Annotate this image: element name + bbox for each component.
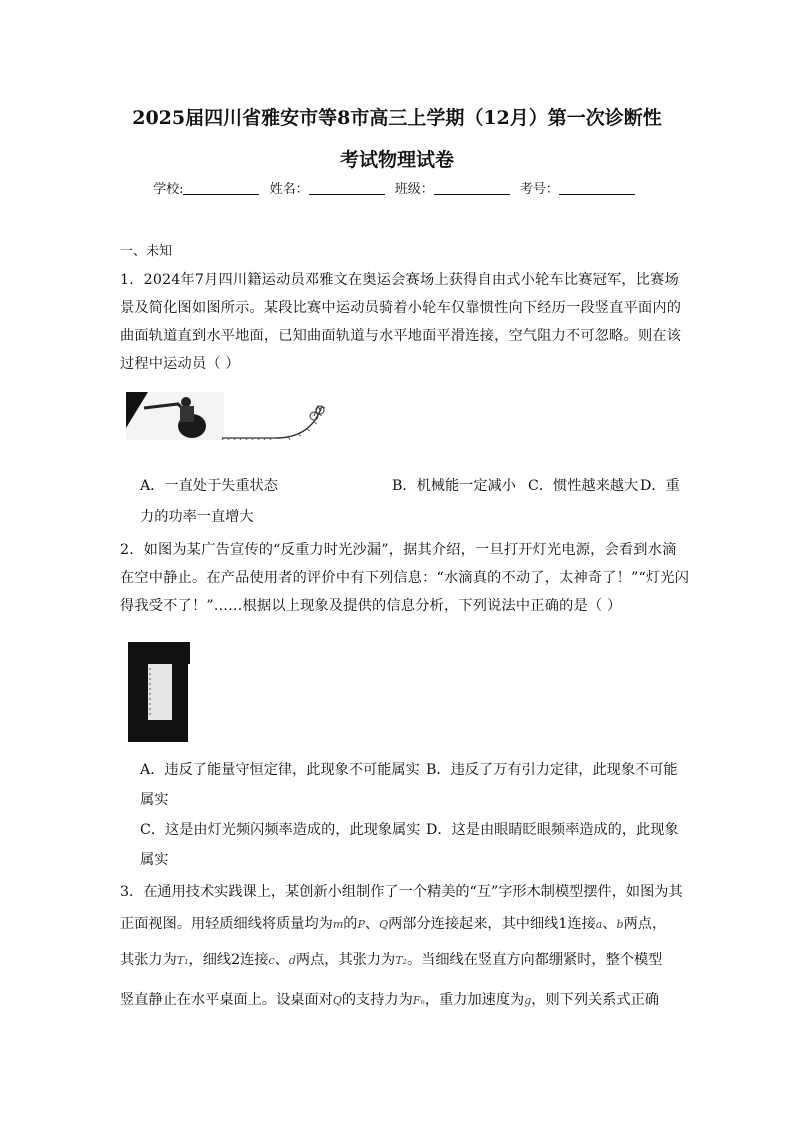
var-t2: T₂ bbox=[395, 954, 407, 967]
hourglass-base bbox=[128, 720, 188, 742]
var-q2: Q bbox=[332, 994, 342, 1007]
exam-number-blank[interactable] bbox=[559, 180, 635, 195]
q3-line-2: 正面视图。用轻质细线将质量均为m的P、Q两部分连接起来，其中细线1连接a、b两点， bbox=[120, 916, 667, 932]
q1-option-b: B．机械能一定减小 bbox=[392, 478, 516, 494]
student-info-row bbox=[0, 178, 794, 202]
q2-option-d-continued: 属实 bbox=[140, 852, 169, 868]
q2-option-a: A．违反了能量守恒定律，此现象不可能属实 bbox=[140, 762, 420, 778]
school-blank[interactable] bbox=[183, 180, 259, 195]
q1-option-a: A．一直处于失重状态 bbox=[140, 478, 278, 494]
q3-line-3: 其张力为T₁，细线2连接c、d两点，其张力为T₂。当细线在竖直方向都绷紧时，整个模型 bbox=[120, 952, 663, 968]
q2-option-b: B．违反了万有引力定律，此现象不可能 bbox=[426, 762, 678, 778]
exam-number-label: 考号： bbox=[519, 182, 559, 197]
hourglass-product-figure bbox=[126, 636, 192, 744]
section-heading: 一、未知 bbox=[120, 244, 173, 259]
question-1-stem: 1．2024年7月四川籍运动员邓雅文在奥运会赛场上获得自由式小轮车比赛冠军，比赛场景及简化图如图所示。某段比赛中运动员骑着小轮车仅靠惯性向下经历一段竖直平面内的曲面轨道直到水平地面，已知曲面轨道与水平地面平滑连接，空气阻力不可忽略。则在该过程中运动员（ ） bbox=[120, 272, 682, 372]
curved-track bbox=[276, 406, 322, 438]
var-q: Q bbox=[379, 918, 389, 931]
q3-line-1: 3．在通用技术实践课上，某创新小组制作了一个精美的“互”字形木制模型摆件，如图为其 bbox=[120, 884, 683, 900]
q1-option-d-continued: 力的功率一直增大 bbox=[140, 509, 254, 525]
var-t1: T₁ bbox=[176, 954, 189, 967]
name-blank[interactable] bbox=[309, 180, 385, 195]
var-p: P bbox=[357, 918, 365, 931]
q1-option-c: C．惯性越来越大 bbox=[528, 478, 639, 494]
var-m: m bbox=[332, 918, 344, 931]
var-g: g bbox=[524, 994, 532, 1007]
var-b: b bbox=[616, 918, 624, 931]
var-a: a bbox=[595, 918, 603, 931]
q1-option-d: D．重 bbox=[640, 478, 680, 494]
name-label: 姓名： bbox=[269, 182, 309, 197]
class-label: 班级： bbox=[394, 182, 434, 197]
var-fn: Fₙ bbox=[412, 994, 425, 1007]
q3-line-4: 竖直静止在水平桌面上。设桌面对Q的支持力为Fₙ，重力加速度为g，则下列关系式正确 bbox=[120, 992, 659, 1008]
q2-option-c: C．这是由灯光频闪频率造成的，此现象属实 bbox=[140, 822, 421, 838]
var-d: d bbox=[288, 954, 296, 967]
question-2-stem: 2．如图为某广告宣传的“反重力时光沙漏”，据其介绍，一旦打开灯光电源，会看到水滴在空中静止。在产品使用者的评价中有下列信息：“水滴真的不动了，太神奇了！”“灯光闪得我受不了！”……根据以上现象及提供的信息分析，下列说法中正确的是（ ） bbox=[120, 542, 690, 614]
bmx-track-figure bbox=[126, 392, 336, 440]
q2-option-b-continued: 属实 bbox=[140, 792, 169, 808]
q2-option-d: D．这是由眼睛眨眼频率造成的，此现象 bbox=[426, 822, 679, 838]
exam-title-line1: 2025届四川省雅安市等8市高三上学期（12月）第一次诊断性 bbox=[132, 107, 662, 129]
school-label: 学校: bbox=[153, 182, 184, 197]
var-c: c bbox=[268, 954, 275, 967]
class-blank[interactable] bbox=[434, 180, 510, 195]
exam-title-line2: 考试物理试卷 bbox=[339, 149, 454, 171]
